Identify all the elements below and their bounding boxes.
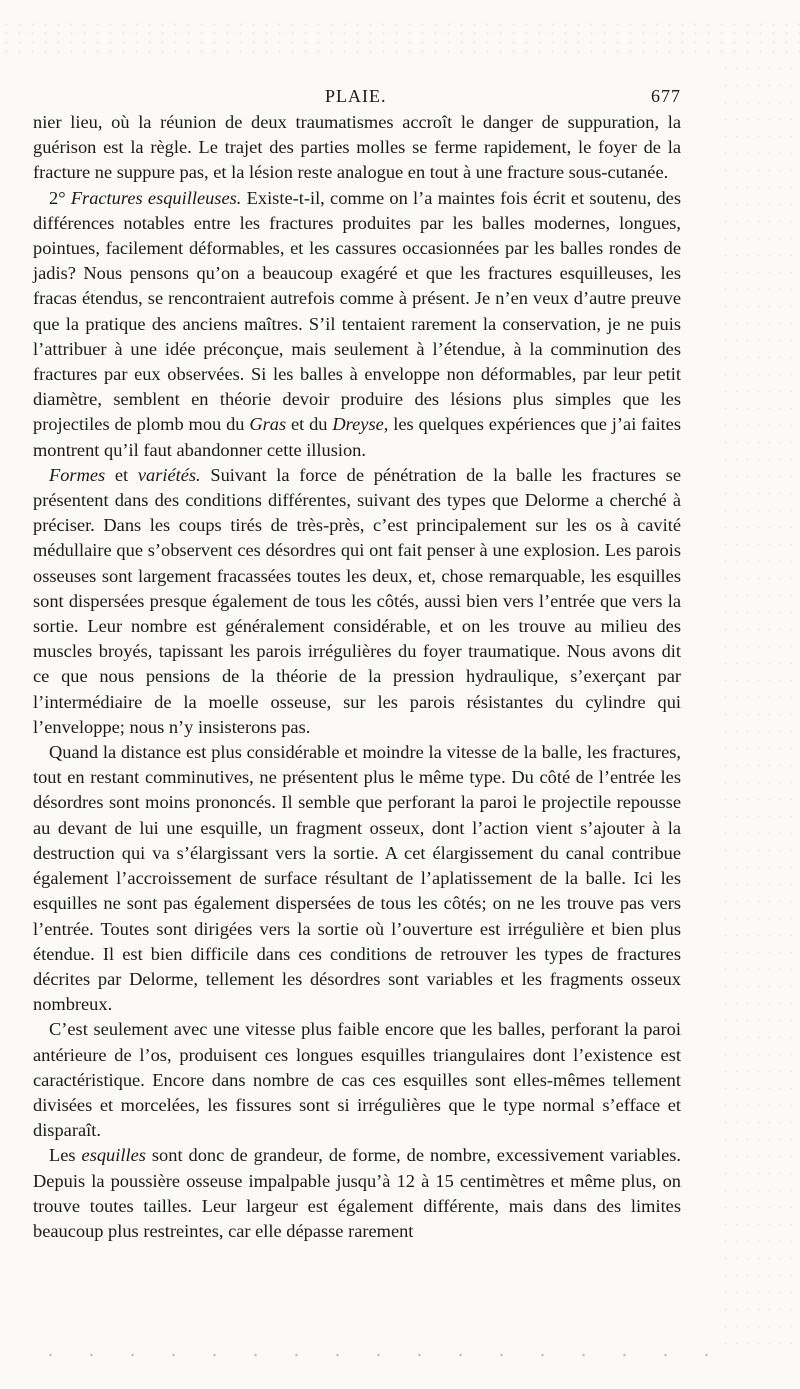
scan-noise-right — [720, 60, 800, 1349]
running-header — [33, 80, 681, 110]
text-run: sont donc de grandeur, de forme, de nombre, excessivement variables. Depuis la poussière osseuse impalpable jusqu’à 12 à 15 centimètres et même plus, on trouve toutes tailles. Leur largeur est également différente, mais dans des limites beaucoup plus restreintes, car elle dépasse rarement — [33, 1145, 681, 1241]
page-number: 677 — [651, 86, 681, 106]
paragraph — [33, 740, 681, 1017]
text-run: C’est seulement avec une vitesse plus faible encore que les balles, perforant la paroi antérieure de l’os, produisent ces longues esquilles triangulaires dont l’existence est caractéristique. Encore dans nombre de cas ces esquilles sont elles-mêmes tellement divisées et morcelées, les fissures sont si irrégulières que le type normal s’efface et disparaît. — [33, 1019, 681, 1141]
italic-run: variétés. — [137, 464, 201, 485]
running-title: PLAIE. — [325, 86, 387, 106]
paragraph — [33, 110, 681, 186]
text-run: et du — [286, 414, 333, 435]
text-run: Les — [49, 1145, 82, 1166]
paragraph — [33, 1017, 681, 1143]
text-run: 2° — [49, 187, 71, 208]
italic-run: esquilles — [81, 1145, 146, 1166]
scan-noise-top — [0, 20, 800, 60]
scan-noise-bottom — [30, 1352, 740, 1358]
paragraph — [33, 1143, 681, 1244]
page-body — [33, 110, 681, 1244]
text-run: nier lieu, où la réunion de deux traumatismes accroît le danger de suppuration, la guérison est la règle. Le trajet des parties molles se ferme rapidement, le foyer de la fracture ne suppure pas, et la lésion reste analogue en tout à une fracture sous-cutanée. — [33, 112, 681, 183]
italic-run: Fractures esquilleuses. — [70, 187, 242, 208]
italic-run: Formes — [49, 464, 106, 485]
paragraph — [33, 186, 681, 463]
text-run: Suivant la force de pénétration de la balle les fractures se présentent dans des conditions différentes, suivant des types que Delorme a cherché à préciser. Dans les coups tirés de très-près, c’est principalement sur les os à cavité médullaire que s’observent ces désordres qui ont fait penser à une explosion. Les parois osseuses sont largement fracassées toutes les deux, et, chose remarquable, les esquilles sont dispersées presque également de tous les côtés, aussi bien vers l’entrée que vers la sortie. Leur nombre est généralement considérable, et on les trouve au milieu des muscles broyés, tapissant les parois irrégulières du foyer traumatique. Nous avons dit ce que nous pensions de la théorie de la pression hydraulique, s’exerçant par l’intermédiaire de la moelle osseuse, sur les parois résistantes du cylindre qui l’enveloppe; nous n’y insisterons pas. — [33, 464, 681, 737]
italic-run: Gras — [249, 414, 287, 435]
text-run: Quand la distance est plus considérable et moindre la vitesse de la balle, les fractures, tout en restant comminutives, ne présentent plus le même type. Du côté de l’entrée les désordres sont moins prononcés. Il semble que perforant la paroi le projectile repousse au devant de lui une esquille, un fragment osseux, dont l’action vient s’ajouter à la destruction qui va s’élargissant vers la sortie. A cet élargissement du canal contribue également l’accroissement de surface résultant de l’aplatissement de la balle. Ici les esquilles ne sont pas également dispersées de tous les côtés; on ne les trouve pas vers l’entrée. Toutes sont dirigées vers la sortie où l’ouverture est irrégulière et bien plus étendue. Il est bien difficile dans ces conditions de retrouver les types de fractures décrites par Delorme, tellement les désordres sont variables et les fragments osseux nombreux. — [33, 742, 681, 1015]
text-run: Existe-t-il, comme on l’a maintes fois écrit et soutenu, des différences notables entre les fractures produites par les balles modernes, longues, pointues, facilement déformables, et les cassures occasionnées par les balles rondes de jadis? Nous pensons qu’on a beaucoup exagéré et que les fractures esquilleuses, les fracas étendus, se rencontraient autrefois comme à présent. Je n’en veux d’autre preuve que la pratique des anciens maîtres. S’il tentaient rarement la conservation, je ne puis l’attribuer à une idée préconçue, mais seulement à l’étendue, à la comminution des fractures par eux observées. Si les balles à enveloppe non déformables, par leur petit diamètre, semblent en théorie devoir produire des lésions plus simples que les projectiles de plomb mou du — [33, 187, 682, 435]
italic-run: Dreyse — [332, 414, 384, 435]
text-run: , les quelques expériences que j’ai faites montrent qu’il faut abandonner cette illusion. — [33, 414, 681, 460]
paragraph — [33, 463, 681, 740]
text-run: et — [105, 464, 138, 485]
book-page — [33, 80, 681, 1244]
